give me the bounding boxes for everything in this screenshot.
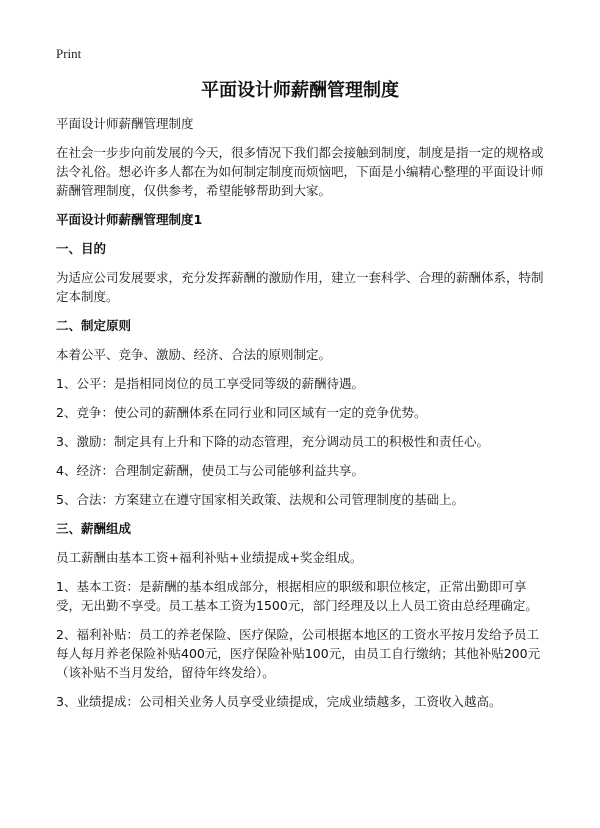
section-heading: 三、薪酬组成 xyxy=(56,521,132,536)
list-item: 1、基本工资：是薪酬的基本组成部分，根据相应的职级和职位核定，正常出勤即可享受，无出勤不享受。员工基本工资为1500元，部门经理及以上人员工资由总经理确定。 xyxy=(56,579,538,613)
section-heading: 二、制定原则 xyxy=(56,318,132,333)
subtitle-text: 平面设计师薪酬管理制度 xyxy=(56,116,194,131)
list-item: 2、竞争：使公司的薪酬体系在同行业和同区域有一定的竞争优势。 xyxy=(56,405,427,420)
intro-paragraph: 在社会一步步向前发展的今天，很多情况下我们都会接触到制度，制度是指一定的规格或法令礼俗。想必许多人都在为如何制定制度而烦恼吧，下面是小编精心整理的平面设计师薪酬管理制度，仅供参考，希望能够帮助到大家。 xyxy=(56,145,544,198)
print-link[interactable]: Print xyxy=(56,46,82,61)
list-item: 2、福利补贴：员工的养老保险、医疗保险，公司根据本地区的工资水平按月发给予员工每人每月养老保险补贴400元，医疗保险补贴100元，由员工自行缴纳；其他补贴200元（该补贴不当月发给，留待年终发给）。 xyxy=(56,627,541,680)
body-paragraph: 本着公平、竞争、激励、经济、合法的原则制定。 xyxy=(56,347,332,362)
list-item: 1、公平：是指相同岗位的员工享受同等级的薪酬待遇。 xyxy=(56,376,364,391)
list-item: 3、激励：制定具有上升和下降的动态管理，充分调动员工的积极性和责任心。 xyxy=(56,434,489,449)
document-title: 平面设计师薪酬管理制度 xyxy=(201,80,399,101)
body-paragraph: 员工薪酬由基本工资+福利补贴+业绩提成+奖金组成。 xyxy=(56,550,363,565)
section-heading: 一、目的 xyxy=(56,241,107,256)
list-item: 5、合法：方案建立在遵守国家相关政策、法规和公司管理制度的基础上。 xyxy=(56,492,464,507)
document-body xyxy=(56,114,544,711)
list-item: 4、经济：合理制定薪酬，使员工与公司能够利益共享。 xyxy=(56,463,364,478)
body-paragraph: 为适应公司发展要求，充分发挥薪酬的激励作用，建立一套科学、合理的薪酬体系，特制定本制度。 xyxy=(56,270,544,304)
section-heading: 平面设计师薪酬管理制度1 xyxy=(56,212,203,227)
list-item: 3、业绩提成：公司相关业务人员享受业绩提成，完成业绩越多，工资收入越高。 xyxy=(56,694,502,709)
